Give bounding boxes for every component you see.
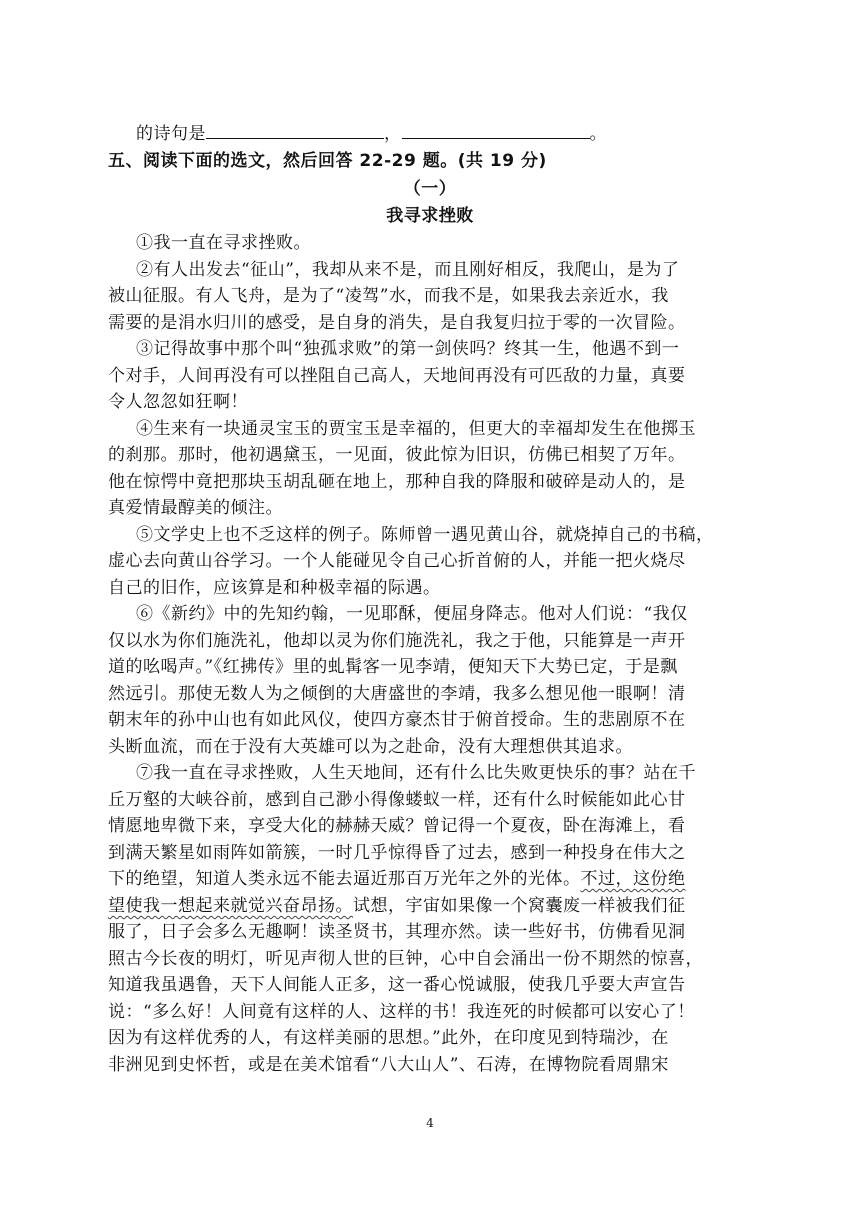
paragraph-text: 下的绝望，知道人类永远不能去逼近那百万光年之外的光体。 <box>108 869 581 889</box>
fill-blank-line <box>136 120 786 146</box>
page-number: 4 <box>426 1116 434 1130</box>
paragraph-line: 非洲见到史怀哲，或是在美术馆看“八大山人”、石涛，在博物院看周鼎宋 <box>108 1055 669 1075</box>
paragraph-line: 虚心去向黄山谷学习。一个人能碰见令自己心折首俯的人，并能一把火烧尽 <box>108 551 686 571</box>
paragraph-line: 需要的是涓水归川的感受，是自身的消失，是自我复归拉于零的一次冒险。 <box>108 313 686 333</box>
paragraph-line: ⑤文学史上也不乏这样的例子。陈师曾一遇见黄山谷，就烧掉自己的书稿， <box>136 525 714 545</box>
paragraph-line: 的刹那。那时，他初遇黛玉，一见面，彼此惊为旧识，仿佛已相契了万年。 <box>108 445 686 465</box>
paragraph-line: 令人忽忽如狂啊！ <box>108 392 248 412</box>
paragraph-line: 知道我虽遇鲁，天下人间能人正多，这一番心悦诚服，使我几乎要大声宣告 <box>108 975 686 995</box>
paragraph-line: 因为有这样优秀的人，有这样美丽的思想。”此外，在印度见到特瑞沙，在 <box>108 1028 669 1048</box>
paragraph-line: 服了，日子会多么无趣啊！读圣贤书，其理亦然。读一些好书，仿佛看见洞 <box>108 922 686 942</box>
paragraph-line: 朝末年的孙中山也有如此风仪，使四方豪杰甘于俯首授命。生的悲剧原不在 <box>108 710 686 730</box>
paragraph-line: 个对手，人间再没有可以挫阻自己高人，天地间再没有可匹敌的力量，真要 <box>108 366 686 386</box>
paragraph-line: ⑦我一直在寻求挫败，人生天地间，还有什么比失败更快乐的事？站在千 <box>136 763 696 783</box>
answer-blank-1[interactable] <box>206 120 384 139</box>
answer-blank-2[interactable] <box>402 120 590 139</box>
paragraph-line: 说：“多么好！人间竟有这样的人、这样的书！我连死的时候都可以安心了！ <box>108 1002 695 1022</box>
paragraph-line: 他在惊愕中竟把那块玉胡乱砸在地上，那种自我的降服和破碎是动人的，是 <box>108 472 686 492</box>
fill-blank-period: 。 <box>589 124 607 144</box>
paragraph-line: ④生来有一块通灵宝玉的贾宝玉是幸福的，但更大的幸福却发生在他掷玉 <box>136 419 696 439</box>
paragraph-line: 仅以水为你们施洗礼，他却以灵为你们施洗礼，我之于他，只能算是一声开 <box>108 631 686 651</box>
underlined-sentence-part-1: 不过，这份绝 <box>580 869 686 889</box>
section-heading: 五、阅读下面的选文，然后回答 22-29 题。(共 19 分) <box>108 151 547 171</box>
part-number: （一） <box>403 179 457 199</box>
paragraph-line: 照古今长夜的明灯，听见声彻人世的巨钟，心中自会涌出一份不期然的惊喜， <box>108 949 703 969</box>
fill-blank-comma: ， <box>384 124 402 144</box>
underlined-sentence-part-2: 望使我一想起来就觉兴奋昂扬。 <box>108 896 353 916</box>
paragraph-line: 情愿地卑微下来，享受大化的赫赫天威？曾记得一个夏夜，卧在海滩上，看 <box>108 816 686 836</box>
paragraph-line: 丘万壑的大峡谷前，感到自己渺小得像蝼蚁一样，还有什么时候能如此心甘 <box>108 790 686 810</box>
paragraph-line: 到满天繁星如雨阵如箭簇，一时几乎惊得昏了过去，感到一种投身在伟大之 <box>108 843 686 863</box>
paragraph-line: ③记得故事中那个叫“独孤求败”的第一剑侠吗？终其一生，他遇不到一 <box>136 339 680 359</box>
article-title: 我寻求挫败 <box>386 206 474 226</box>
paragraph-line: ②有人出发去“征山”，我却从来不是，而且刚好相反，我爬山，是为了 <box>136 260 680 280</box>
paragraph-line: 被山征服。有人飞舟，是为了“凌驾”水，而我不是，如果我去亲近水，我 <box>108 286 669 306</box>
paragraph-line: 自己的旧作，应该算是和种极幸福的际遇。 <box>108 578 441 598</box>
paragraph-line: ①我一直在寻求挫败。 <box>136 233 311 253</box>
paragraph-line: 然远引。那使无数人为之倾倒的大唐盛世的李靖，我多么想见他一眼啊！清 <box>108 684 686 704</box>
paragraph-line: 真爱情最醇美的倾注。 <box>108 498 283 518</box>
paragraph-line <box>108 867 758 891</box>
paragraph-line: 道的吆喝声。”《红拂传》里的虬髯客一见李靖，便知天下大势已定，于是飘 <box>108 657 678 677</box>
paragraph-line: ⑥《新约》中的先知约翰，一见耶酥，便屈身降志。他对人们说：“我仅 <box>136 604 688 624</box>
paragraph-text: 试想，宇宙如果像一个窝囊废一样被我们征 <box>353 896 686 916</box>
paragraph-line <box>108 894 758 918</box>
fill-blank-prefix: 的诗句是 <box>136 124 206 144</box>
paragraph-line: 头断血流，而在于没有大英雄可以为之赴命，没有大理想供其追求。 <box>108 737 633 757</box>
